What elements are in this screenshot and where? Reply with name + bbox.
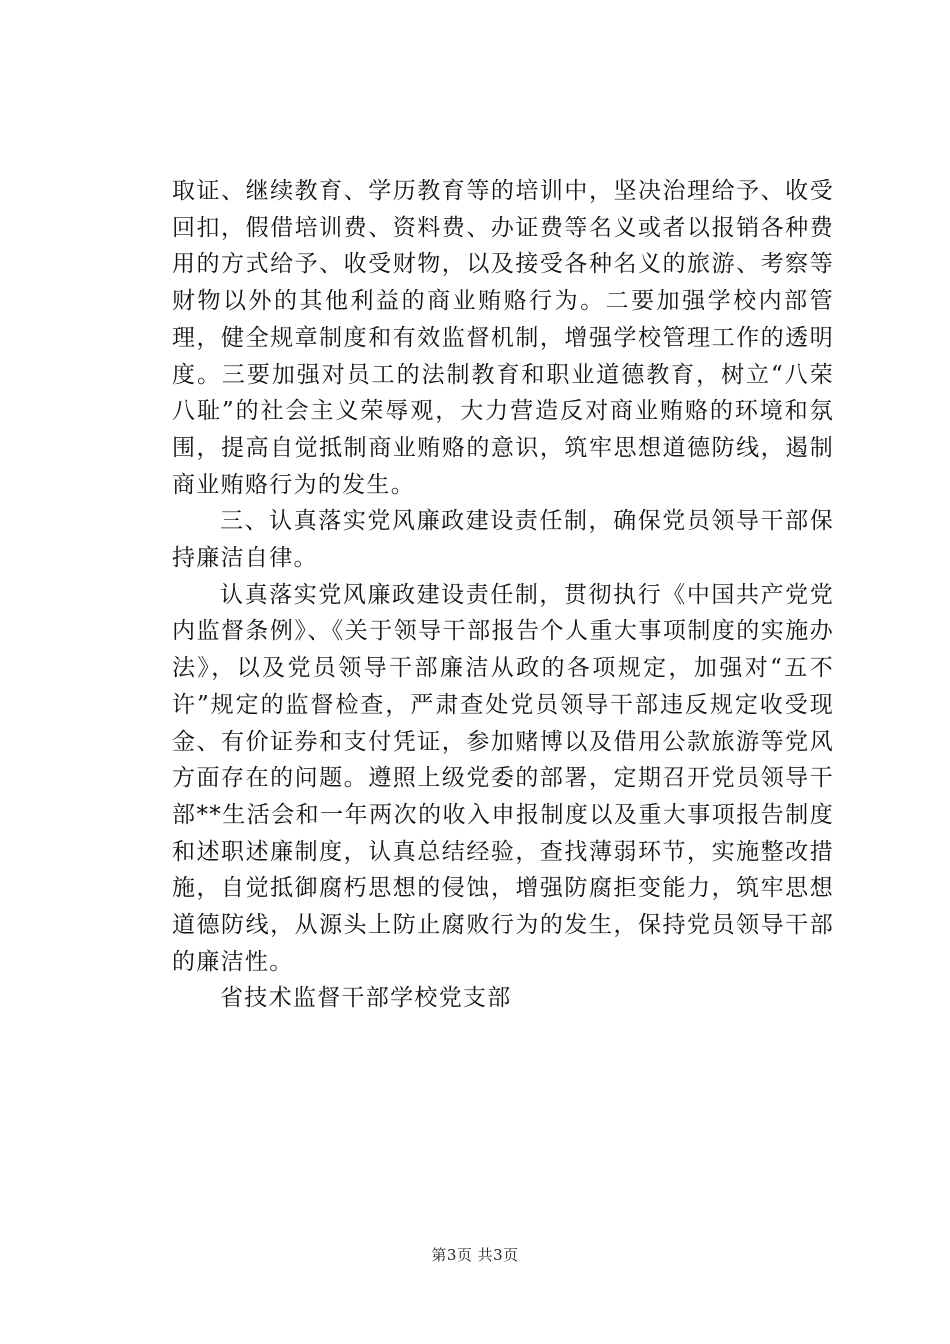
document-body: [172, 173, 834, 1017]
signature-organization: 省技术监督干部学校党支部: [220, 985, 512, 1012]
paragraph-continuation: 取证、继续教育、学历教育等的培训中，坚决治理给予、收受回扣，假借培训费、资料费、办证费等名义或者以报销各种费用的方式给予、收受财物，以及接受各种名义的旅游、考察等财物以外的其他利益的商业贿赂行为。二要加强学校内部管理，健全规章制度和有效监督机制，增强学校管理工作的透明度。三要加强对员工的法制教育和职业道德教育，树立“八荣八耻”的社会主义荣辱观，大力营造反对商业贿赂的环境和氛围，提高自觉抵制商业贿赂的意识，筑牢思想道德防线，遏制商业贿赂行为的发生。: [172, 178, 834, 498]
paragraph-section-three: 认真落实党风廉政建设责任制，贯彻执行《中国共产党党内监督条例》、《关于领导干部报告个人重大事项制度的实施办法》，以及党员领导干部廉洁从政的各项规定，加强对“五不许”规定的监督检查，严肃查处党员领导干部违反规定收受现金、有价证券和支付凭证，参加赌博以及借用公款旅游等党风方面存在的问题。遵照上级党委的部署，定期召开党员领导干部**生活会和一年两次的收入申报制度以及重大事项报告制度和述职述廉制度，认真总结经验，查找薄弱环节，实施整改措施，自觉抵御腐朽思想的侵蚀，增强防腐拒变能力，筑牢思想道德防线，从源头上防止腐败行为的发生，保持党员领导干部的廉洁性。: [172, 581, 834, 975]
section-heading-three: 三、认真落实党风廉政建设责任制，确保党员领导干部保持廉洁自律。: [172, 508, 834, 572]
page-footer: 第3页 共3页: [431, 1246, 519, 1264]
